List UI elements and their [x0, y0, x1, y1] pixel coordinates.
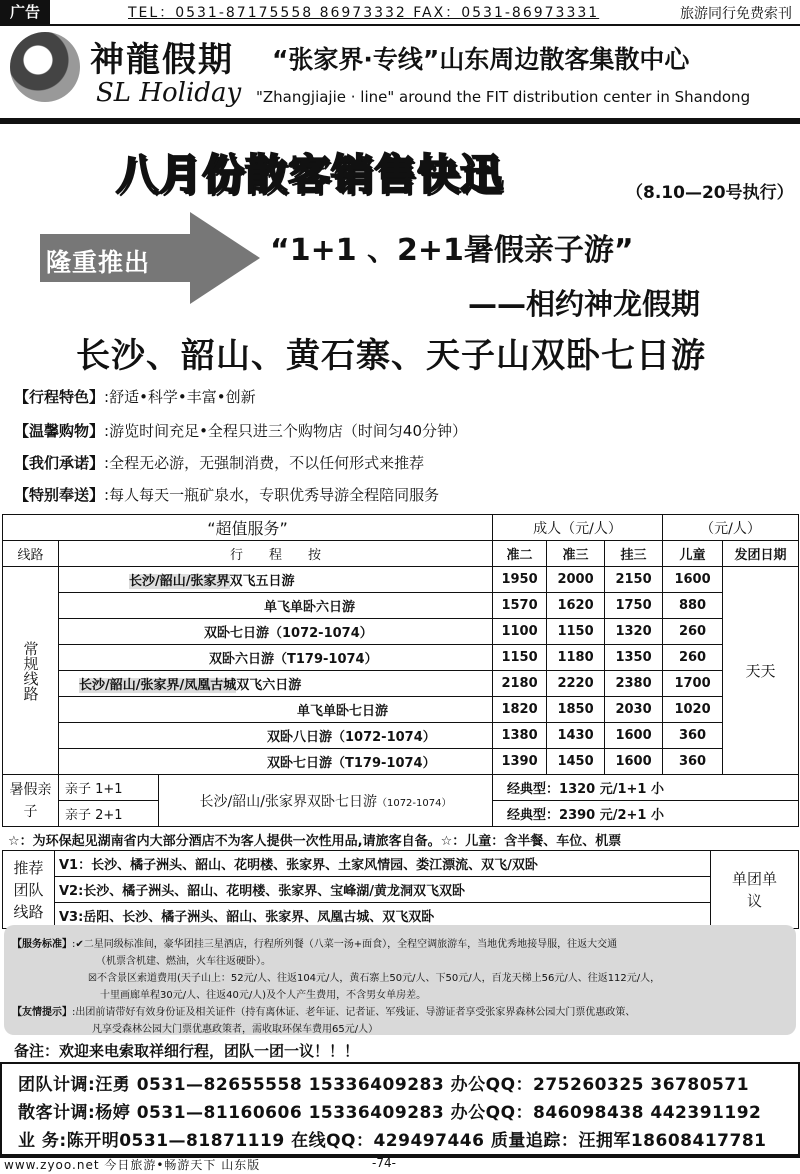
service-standard-2: （机票含机建、燃油，火车往返硬卧）。	[96, 956, 271, 967]
business-contact: 业 务:陈开明0531—81871119 在线QQ：429497446 质量追踪：汪拥军18608417781	[18, 1131, 767, 1151]
price-class2: 1380	[493, 723, 547, 749]
price-class2: 1100	[493, 619, 547, 645]
price-class3: 1850	[547, 697, 605, 723]
price-guad: 1600	[605, 723, 663, 749]
headline-cn: “张家界·专线”山东周边散客集散中心	[272, 45, 690, 74]
price-child: 880	[663, 593, 723, 619]
free-catalog-text: 旅游同行免费索刊	[680, 6, 792, 22]
team-route-v2: V2:长沙、橘子洲头、韶山、花明楼、张家界、宝峰湖/黄龙洞双飞双卧	[55, 877, 711, 903]
contact-line: TEL：0531-87175558 86973332 FAX：0531-86973331	[128, 5, 600, 21]
footer-site: www.zyoo.net 今日旅游•畅游天下 山东版	[4, 1158, 261, 1172]
dragon-logo-icon	[10, 32, 80, 102]
price-table	[2, 514, 799, 827]
price-class2: 1570	[493, 593, 547, 619]
price-child: 360	[663, 723, 723, 749]
price-class3: 1180	[547, 645, 605, 671]
headline-en: "Zhangjiajie · line" around the FIT distribution center in Shandong	[256, 88, 751, 106]
price-guad: 2150	[605, 567, 663, 593]
col-route: 线路	[3, 541, 59, 567]
service-standard: 【服务标准】:✔二星同级标准间，豪华团挂三星酒店，行程所列餐（八菜一汤+面食），全程空调旅游车，当地优秀地接导服，往返大交通	[12, 939, 618, 950]
family-tour-title: “1+1 、2+1暑假亲子游”	[270, 233, 634, 268]
remark: 备注：欢迎来电索取祥细行程，团队一团一议！！！	[14, 1042, 360, 1060]
service-exclusions: ☒不含景区索道费用(天子山上：52元/人、往返104元/人，黄石寨上50元/人、下50元/人，百龙天梯上56元/人、往返112元/人，	[88, 973, 661, 984]
eco-notice: ☆：为环保起见湖南省内大部分酒店不为客人提供一次性用品,请旅客自备。☆：儿童：含半餐、车位、机票	[8, 834, 622, 849]
route-row: 长沙/韶山/张家界双飞五日游	[59, 567, 493, 593]
fit-contact: 散客计调:杨婷 0531—81160606 15336409283 办公QQ：846098438 442391192	[18, 1103, 762, 1123]
regular-route-label: 常规线路	[3, 567, 59, 775]
summer-1plus1: 亲子 1+1	[59, 775, 159, 801]
classic-2plus1-price: 经典型：2390 元/2+1 小	[493, 801, 799, 827]
price-class2: 1150	[493, 645, 547, 671]
col-class2: 准二	[493, 541, 547, 567]
team-contact: 团队计调:汪勇 0531—82655558 15336409283 办公QQ：275260325 36780571	[18, 1075, 750, 1095]
team-route-table	[2, 850, 799, 929]
route-row: 长沙/韶山/张家界/凤凰古城双飞六日游	[59, 671, 493, 697]
price-class3: 2000	[547, 567, 605, 593]
friendly-tip: 【友情提示】:出团前请带好有效身份证及相关证件（持有离休证、老年证、记者证、军残证、导游证者享受张家界森林公园大门票优惠政策、	[12, 1007, 636, 1018]
price-class3: 2220	[547, 671, 605, 697]
summer-2plus1: 亲子 2+1	[59, 801, 159, 827]
ad-label: 广告	[0, 0, 50, 24]
price-class2: 1950	[493, 567, 547, 593]
col-guad: 挂三	[605, 541, 663, 567]
price-guad: 1600	[605, 749, 663, 775]
col-class3: 准三	[547, 541, 605, 567]
price-guad: 2030	[605, 697, 663, 723]
meet-tagline: ——相约神龙假期	[468, 287, 701, 321]
price-child: 260	[663, 619, 723, 645]
price-guad: 1350	[605, 645, 663, 671]
summer-route: 长沙/韶山/张家界双卧七日游（1072-1074）	[159, 775, 493, 827]
page-number: -74-	[372, 1156, 396, 1170]
friendly-tip-2: 凡享受森林公园大门票优惠政策者，需收取环保车费用65元/人）	[92, 1024, 379, 1035]
feature-item: 【特别奉送】:每人每天一瓶矿泉水，专职优秀导游全程陪同服务	[14, 486, 440, 504]
price-class3: 1150	[547, 619, 605, 645]
team-route-v1: V1：长沙、橘子洲头、韶山、花明楼、张家界、土家风情园、娄江漂流、双飞/双卧	[55, 851, 711, 877]
brand-name-cn: 神龍假期	[90, 40, 234, 80]
price-guad: 1320	[605, 619, 663, 645]
route-row: 双卧七日游（T179-1074）	[59, 749, 493, 775]
feature-item: 【我们承诺】:全程无必游，无强制消费，不以任何形式来推荐	[14, 454, 425, 472]
service-exclusions-2: 十里画廊单程30元/人、往返40元/人)及个人产生费用，不含男女单房差。	[100, 990, 427, 1001]
price-class2: 1390	[493, 749, 547, 775]
route-row: 双卧七日游（1072-1074）	[59, 619, 493, 645]
price-class2: 2180	[493, 671, 547, 697]
child-unit-header: （元/人）	[663, 515, 799, 541]
route-row: 单飞单卧七日游	[59, 697, 493, 723]
route-row: 双卧六日游（T179-1074）	[59, 645, 493, 671]
price-child: 260	[663, 645, 723, 671]
service-title: “超值服务”	[3, 515, 493, 541]
launch-label: 隆重推出	[46, 248, 151, 277]
summer-label: 暑假亲子	[3, 775, 59, 827]
price-guad: 1750	[605, 593, 663, 619]
route-row: 单飞单卧六日游	[59, 593, 493, 619]
classic-1plus1-price: 经典型：1320 元/1+1 小	[493, 775, 799, 801]
team-route-v3: V3:岳阳、长沙、橘子洲头、韶山、张家界、凤凰古城、双飞双卧	[55, 903, 711, 929]
price-guad: 2380	[605, 671, 663, 697]
feature-item: 【行程特色】:舒适•科学•丰富•创新	[14, 388, 256, 406]
header-divider	[0, 118, 800, 124]
depart-daily: 天天	[723, 567, 799, 775]
col-depart: 发团日期	[723, 541, 799, 567]
price-class3: 1620	[547, 593, 605, 619]
price-child: 360	[663, 749, 723, 775]
team-quote: 单团单议	[711, 851, 799, 929]
price-child: 1600	[663, 567, 723, 593]
adult-header: 成人（元/人）	[493, 515, 663, 541]
tour-title: 长沙、韶山、黄石寨、天子山双卧七日游	[76, 336, 706, 376]
execution-dates: （8.10—20号执行）	[626, 183, 794, 203]
price-class3: 1430	[547, 723, 605, 749]
price-class2: 1820	[493, 697, 547, 723]
price-child: 1700	[663, 671, 723, 697]
feature-item: 【温馨购物】:游览时间充足•全程只进三个购物店（时间匀40分钟）	[14, 422, 468, 440]
team-route-label: 推荐团队线路	[3, 851, 55, 929]
route-row: 双卧八日游（1072-1074）	[59, 723, 493, 749]
price-class3: 1450	[547, 749, 605, 775]
price-child: 1020	[663, 697, 723, 723]
col-itinerary: 行 程 按	[59, 541, 493, 567]
brand-name-en: SL Holiday	[96, 78, 242, 108]
sale-title: 八月份散客销售快迅	[116, 150, 504, 199]
col-child: 儿童	[663, 541, 723, 567]
